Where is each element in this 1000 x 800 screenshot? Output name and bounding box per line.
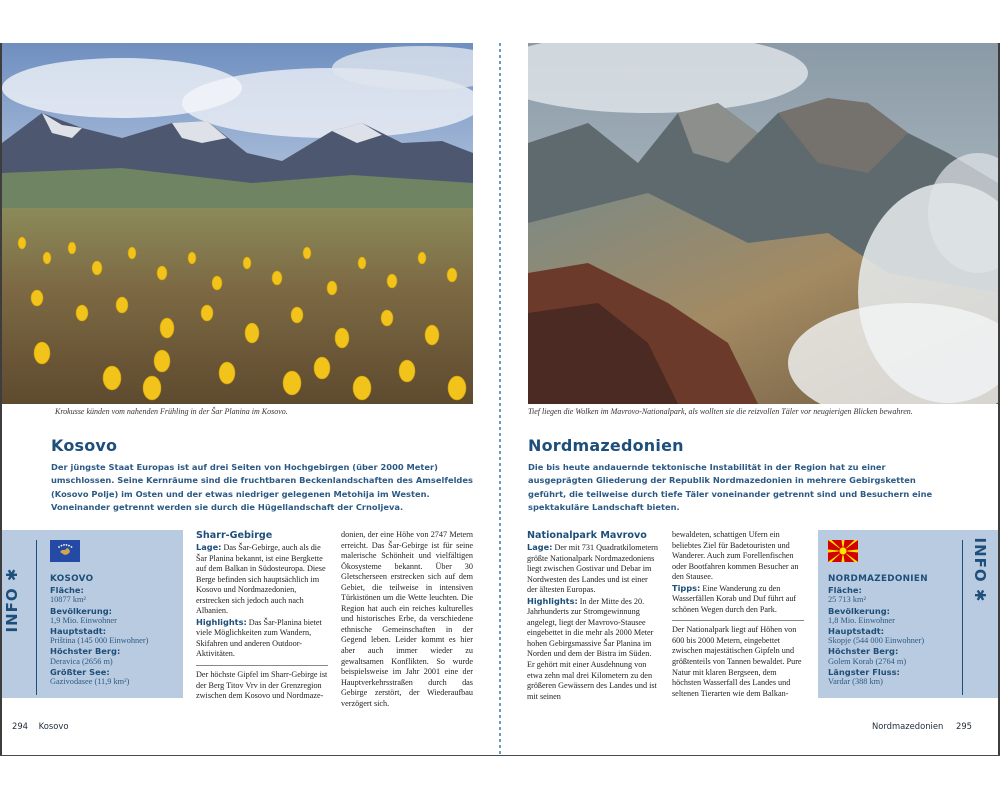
info-label [971, 538, 989, 603]
fact-value: 10877 km² [50, 595, 86, 605]
fact-label: Fläche: [828, 585, 862, 596]
paragraph [527, 596, 659, 702]
asterisk-icon: ✱ [971, 588, 989, 603]
body-column [196, 530, 328, 702]
north-macedonia-flag-icon [828, 540, 858, 562]
intro-paragraph: Der jüngste Staat Europas ist auf drei Seiten von Hochgebirgen (über 2000 Meter) umschlossen. Seine Kernräume sind die fruchtbaren Beckenlandschaften des Amselfeldes (Kosovo Polje) im Osten und der etwas niedriger gelegenen Metohija im Westen. Voneinander getrennt werden sie durch die Hügellandschaft der Crnoljeva. [51, 462, 473, 513]
country-name: NORDMAZEDONIEN [828, 574, 928, 584]
paragraph [672, 583, 804, 616]
page-number: 294 [12, 721, 28, 731]
crocus-meadow-image [2, 43, 473, 404]
crocus-meadow-photo [2, 43, 473, 404]
fact-label: Hauptstadt: [828, 626, 885, 637]
column-divider [672, 620, 804, 621]
paragraph-text: Eine Wanderung zu den Wasserfällen Korab und Duf führt auf schönen Wegen durch den Park. [672, 583, 797, 614]
body-column [341, 530, 473, 709]
fact-label: Höchster Berg: [50, 646, 121, 657]
info-label [3, 568, 21, 633]
fact-value: 1,9 Mio. Einwohner [50, 615, 117, 625]
fact-value: Deravica (2656 m) [50, 656, 113, 666]
fact-label: Hauptstadt: [50, 626, 107, 637]
inline-label: Highlights: [196, 616, 247, 627]
fact-value: Golem Korab (2764 m) [828, 656, 907, 666]
inline-label: Highlights: [527, 595, 578, 606]
running-title: Nordmazedonien [871, 721, 944, 731]
info-text: INFO [3, 587, 21, 633]
fact-value: 25 713 km² [828, 595, 866, 605]
body-column [527, 530, 659, 702]
fact-label: Größter See: [50, 666, 110, 677]
fact-value: Vardar (388 km) [828, 677, 883, 687]
fact-value: Priština (145 000 Einwohner) [50, 636, 149, 646]
column-heading: Nationalpark Mavrovo [527, 530, 647, 541]
kosovo-flag-icon [50, 540, 80, 562]
page-footer-right [872, 721, 972, 731]
paragraph: Der höchste Gipfel im Sharr-Gebirge ist der Berg Titov Vrv in der Grenzregion zwischen dem Kosovo und Nordmaze- [196, 670, 328, 701]
section-heading: Kosovo [51, 436, 118, 455]
body-column [672, 530, 804, 699]
page-gutter [499, 43, 501, 755]
fact-value: 1,8 Mio. Einwohner [828, 615, 895, 625]
fact-label: Bevölkerung: [50, 605, 112, 616]
fact-value: Gazivodasee (11,9 km²) [50, 677, 130, 687]
fact-list [50, 574, 180, 687]
mavrovo-mountains-image [528, 43, 998, 404]
paragraph [527, 542, 659, 596]
bottom-margin [0, 755, 1000, 800]
paragraph: Der Nationalpark liegt auf Höhen von 600 bis 2000 Metern, eingebettet zwischen majestätischen Gipfeln und größtenteils von Tannen bewaldet. Pure Natur mit klaren Bergseen, dem höchsten Wasserfall des Landes und seltenen Tierarten wie dem Balkan- [672, 625, 802, 698]
paragraph-text: Das Šar-Planina bietet viele Möglichkeiten zum Wandern, Skifahren und anderen Outdoor-Aktivitäten. [196, 617, 322, 659]
inline-label: Lage: [196, 542, 222, 552]
column-divider [196, 665, 328, 666]
running-title: Kosovo [38, 721, 69, 731]
inline-label: Lage: [527, 542, 553, 552]
info-text: INFO [971, 537, 989, 583]
paragraph [196, 542, 328, 617]
mavrovo-mountains-photo [528, 43, 998, 404]
paragraph [196, 617, 328, 660]
paragraph-text: Das Šar-Gebirge, auch als die Šar Planina bekannt, ist eine Bergkette auf dem Balkan in Südosteuropa. Diese Berge befinden sich hauptsächlich im Kosovo und Nordmazedonien, erstrecken sich jedoch auch nach Albanien. [196, 543, 326, 616]
fact-label: Höchster Berg: [828, 646, 899, 657]
paragraph-text: In der Mitte des 20. Jahrhunderts zur Stromgewinnung angelegt, liegt der Mavrovo-Stausee eingebettet in die mehr als 2000 Meter hohen Gebirgsmassive Šar Planina im Norden und dem der Bistra im Süden. Er gehört mit einer Ausdehnung von etwa zehn mal drei Kilometern zu den größeren Gewässern des Landes und ist mit seinen [527, 596, 657, 701]
fact-label: Längster Fluss: [828, 666, 900, 677]
fact-value: Skopje (544 000 Einwohner) [828, 636, 925, 646]
page-number: 295 [956, 721, 972, 731]
paragraph: bewaldeten, schattigen Ufern ein beliebtes Ziel für Badetouristen und Wanderer. Auch zum Forellenfischen oder Bootfahren kommen Besucher an den Stausee. [672, 530, 799, 582]
fact-list [828, 574, 958, 687]
column-heading: Sharr-Gebirge [196, 530, 273, 541]
page-footer-left [12, 721, 68, 731]
paragraph-text: Der mit 731 Quadratkilometern größte Nationalpark Nordmazedoniens liegt zwischen Gostivar und Debar im Nordwesten des Landes und ist einer der ältesten Europas. [527, 543, 658, 595]
paragraph: donien, der eine Höhe von 2747 Metern erreicht. Das Šar-Gebirge ist für seine malerische Schönheit und vielfältigen Ökosysteme bekannt. Über 30 Gletscherseen erstrecken sich auf dem Gebiet, die teilweise in intensiven Türkistönen um die Wette leuchten. Die Region hat auch ein reiches kulturelles und historisches Erbe, da verschiedene ethnische Gemeinschaften in der Gegend leben. Leider kommt es hier aber auch immer wieder zu gewaltsamen Konflikten. So wurde beispielsweise im Jahr 2001 eine der Hauptverkehrsstraßen durch das Gebirge zerstört, der Wiederaufbau verzögert sich. [341, 530, 473, 708]
photo-caption: Krokusse künden vom nahenden Frühling in der Šar Planina im Kosovo. [55, 407, 288, 416]
info-divider [36, 540, 37, 695]
fact-label: Bevölkerung: [828, 605, 890, 616]
section-heading: Nordmazedonien [528, 436, 684, 455]
intro-paragraph: Die bis heute andauernde tektonische Instabilität in der Region hat zu einer ausgeprägten Gliederung der Republik Nordmazedonien in mehrere Gebirgsketten geführt, die teilweise durch tiefe Täler voneinander getrennt sind und Besuchern eine spektakuläre Landschaft bieten. [528, 462, 933, 513]
fact-label: Fläche: [50, 585, 84, 596]
country-name: KOSOVO [50, 574, 94, 584]
inline-label: Tipps: [672, 582, 701, 593]
top-margin [0, 0, 1000, 43]
photo-caption: Tief liegen die Wolken im Mavrovo-Nationalpark, als wollten sie die reizvollen Täler vor neugierigen Blicken bewahren. [528, 407, 913, 416]
asterisk-icon: ✱ [3, 567, 21, 582]
info-divider [962, 540, 963, 695]
